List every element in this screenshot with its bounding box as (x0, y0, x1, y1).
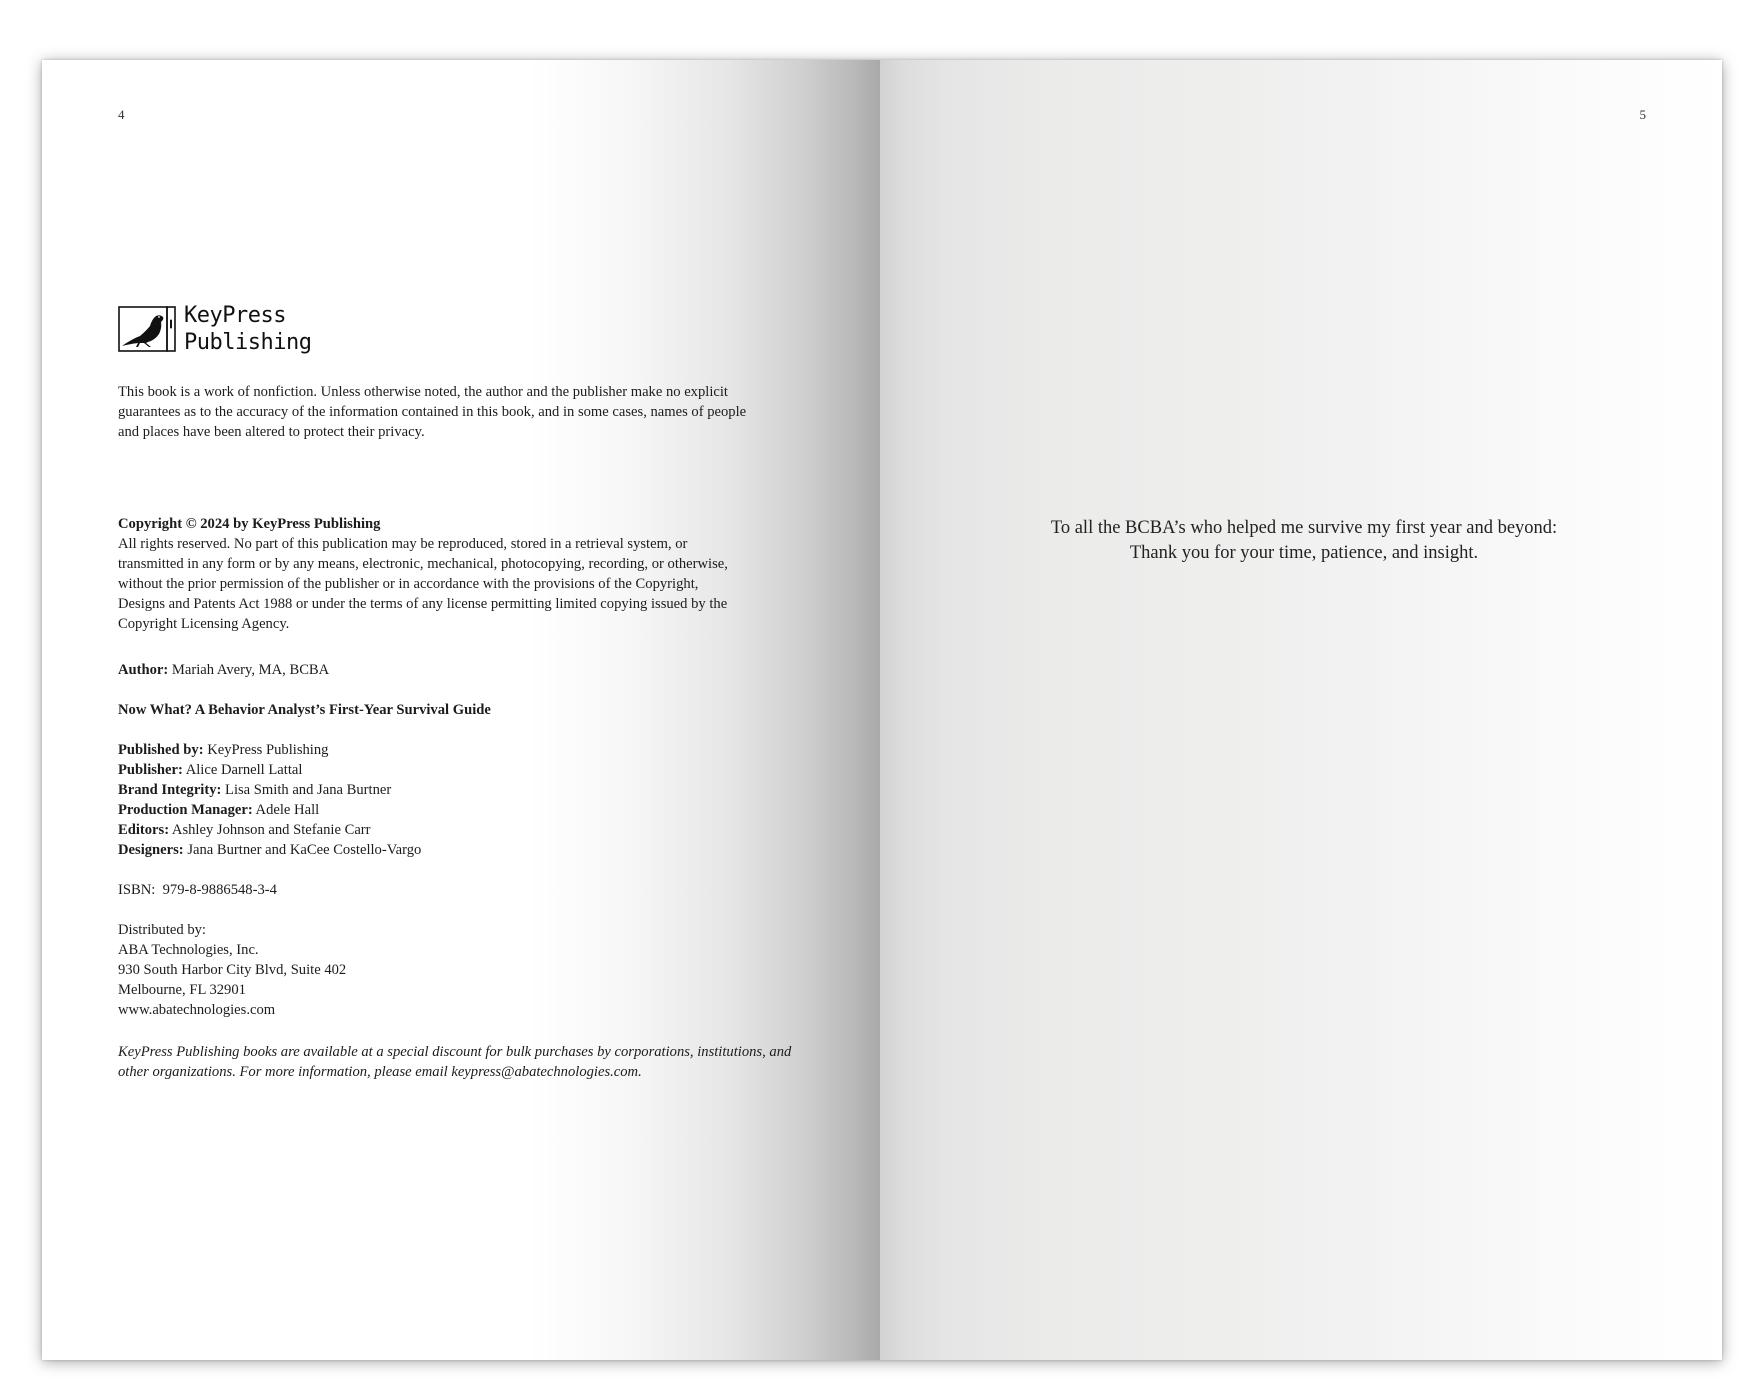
disclaimer-paragraph (118, 382, 818, 442)
credit-row (118, 820, 818, 840)
copyright-line: transmitted in any form or by any means, electronic, mechanical, photocopying, recording, or otherwise, (118, 556, 728, 572)
credit-value: KeyPress Publishing (203, 742, 329, 758)
credit-value: Alice Darnell Lattal (182, 762, 303, 778)
pigeon-icon (118, 306, 178, 352)
credit-row (118, 760, 818, 780)
distributor-line: 930 South Harbor City Blvd, Suite 402 (118, 962, 347, 978)
credit-value: Adele Hall (252, 802, 320, 818)
page-number-right: 5 (1639, 107, 1646, 122)
left-page (42, 60, 880, 1360)
publisher-logo (118, 302, 318, 358)
bulk-note-line: KeyPress Publishing books are available at a special discount for bulk purchases by corporations, institutions, and (118, 1044, 792, 1060)
copyright-section (118, 514, 818, 634)
disclaimer-line: and places have been altered to protect their privacy. (118, 424, 425, 440)
bulk-purchase-note (118, 1042, 818, 1082)
author-value: Mariah Avery, MA, BCBA (168, 662, 330, 678)
copyright-line: All rights reserved. No part of this publication may be reproduced, stored in a retrieval system, or (118, 536, 688, 552)
disclaimer-line: This book is a work of nonfiction. Unless otherwise noted, the author and the publisher make no explicit (118, 384, 728, 400)
credit-row (118, 740, 818, 760)
logo-text-line1: KeyPress (184, 303, 286, 328)
credit-value: Ashley Johnson and Stefanie Carr (169, 822, 371, 838)
credit-label: Production Manager: (118, 802, 253, 818)
credit-label: Publisher: (118, 762, 183, 778)
author-line (118, 660, 818, 680)
dedication-line: To all the BCBA’s who helped me survive my first year and beyond: (1050, 518, 1558, 538)
distributor-block (118, 920, 818, 1020)
credit-row (118, 780, 818, 800)
credit-row (118, 800, 818, 820)
right-page (880, 60, 1722, 1360)
distributor-line: Distributed by: (118, 922, 206, 938)
dedication (880, 516, 1722, 566)
credit-label: Brand Integrity: (118, 782, 222, 798)
credit-value: Jana Burtner and KaCee Costello-Vargo (183, 842, 422, 858)
credit-label: Published by: (118, 742, 204, 758)
logo-text-line2: Publishing (184, 330, 312, 355)
credit-value: Lisa Smith and Jana Burtner (221, 782, 392, 798)
bulk-note-line: other organizations. For more information, please email keypress@abatechnologies.com. (118, 1064, 642, 1080)
disclaimer-line: guarantees as to the accuracy of the information contained in this book, and in some cases, names of people (118, 404, 747, 420)
copyright-line: without the prior permission of the publisher or in accordance with the provisions of the Copyright, (118, 576, 699, 592)
distributor-line: Melbourne, FL 32901 (118, 982, 246, 998)
isbn-line: ISBN: 979-8-9886548-3-4 (118, 882, 277, 898)
dedication-line: Thank you for your time, patience, and insight. (1129, 543, 1479, 563)
credits-list (118, 740, 818, 860)
credit-row (118, 840, 818, 860)
distributor-line: ABA Technologies, Inc. (118, 942, 259, 958)
book-title: Now What? A Behavior Analyst’s First-Year Survival Guide (118, 702, 491, 718)
page-number-left: 4 (118, 107, 125, 122)
copyright-line: Copyright Licensing Agency. (118, 616, 290, 632)
copyright-heading: Copyright © 2024 by KeyPress Publishing (118, 516, 381, 532)
copyright-line: Designs and Patents Act 1988 or under the terms of any license permitting limited copying issued by the (118, 596, 728, 612)
book-spread (42, 60, 1722, 1360)
credit-label: Editors: (118, 822, 170, 838)
credit-label: Designers: (118, 842, 184, 858)
distributor-website: www.abatechnologies.com (118, 1002, 276, 1018)
author-label: Author: (118, 662, 169, 678)
